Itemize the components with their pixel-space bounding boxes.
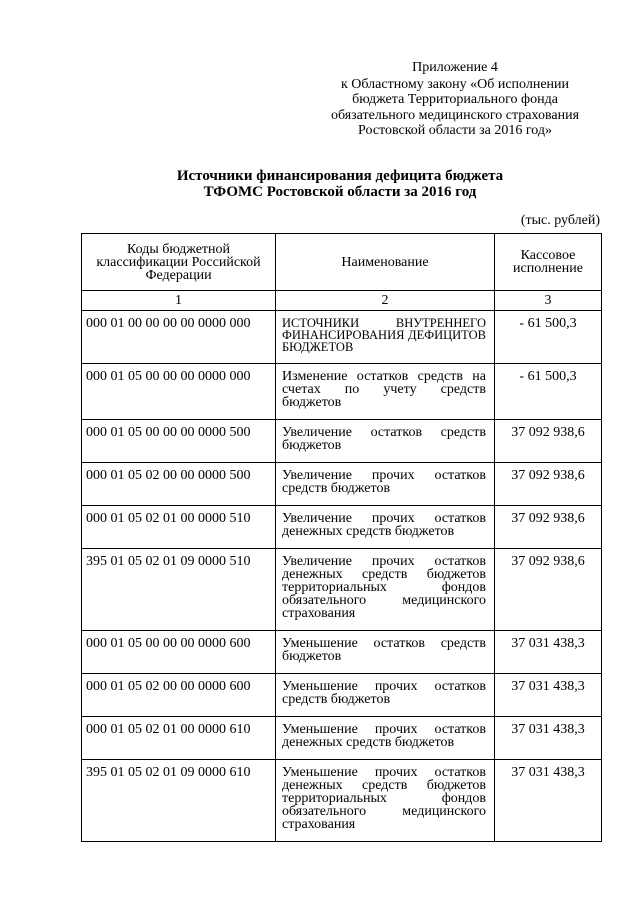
table-body bbox=[82, 311, 602, 842]
value-cell: - 61 500,3 bbox=[495, 364, 602, 420]
value-cell: 37 092 938,6 bbox=[495, 463, 602, 506]
appendix-line: Ростовской области за 2016 год» bbox=[358, 123, 552, 138]
table-row bbox=[82, 420, 602, 463]
code-cell: 000 01 05 02 00 00 0000 500 bbox=[82, 463, 276, 506]
units-label: (тыс. рублей) bbox=[520, 213, 600, 228]
table-row bbox=[82, 549, 602, 631]
name-cell: Изменение остатков средств на счетах по учету средств бюджетов bbox=[276, 364, 495, 420]
value-cell: 37 031 438,3 bbox=[495, 631, 602, 674]
header-code: Коды бюджетной классификации Российской Федерации bbox=[82, 234, 276, 291]
value-cell: - 61 500,3 bbox=[495, 311, 602, 364]
financing-sources-table bbox=[81, 233, 602, 842]
header-name: Наименование bbox=[276, 234, 495, 291]
name-cell: Уменьшение прочих остатков средств бюджетов bbox=[276, 674, 495, 717]
table-row bbox=[82, 463, 602, 506]
code-cell: 395 01 05 02 01 09 0000 510 bbox=[82, 549, 276, 631]
appendix-note bbox=[300, 60, 610, 139]
table-row bbox=[82, 311, 602, 364]
value-cell: 37 092 938,6 bbox=[495, 506, 602, 549]
table-row bbox=[82, 631, 602, 674]
code-cell: 000 01 05 02 01 00 0000 510 bbox=[82, 506, 276, 549]
name-cell: Увеличение прочих остатков денежных средств бюджетов bbox=[276, 506, 495, 549]
table-header-row bbox=[82, 234, 602, 291]
code-cell: 000 01 05 00 00 00 0000 600 bbox=[82, 631, 276, 674]
table-row bbox=[82, 674, 602, 717]
header-value: Кассовое исполнение bbox=[495, 234, 602, 291]
code-cell: 000 01 05 02 01 00 0000 610 bbox=[82, 717, 276, 760]
value-cell: 37 031 438,3 bbox=[495, 674, 602, 717]
column-number-row bbox=[82, 291, 602, 311]
document-title-line: ТФОМС Ростовской области за 2016 год bbox=[203, 184, 477, 200]
code-cell: 000 01 05 00 00 00 0000 500 bbox=[82, 420, 276, 463]
value-cell: 37 031 438,3 bbox=[495, 717, 602, 760]
name-cell: ИСТОЧНИКИ ВНУТРЕННЕГО ФИНАНСИРОВАНИЯ ДЕФИЦИТОВ БЮДЖЕТОВ bbox=[276, 311, 495, 364]
table-row bbox=[82, 364, 602, 420]
value-cell: 37 092 938,6 bbox=[495, 549, 602, 631]
name-cell: Уменьшение прочих остатков денежных средств бюджетов bbox=[276, 717, 495, 760]
column-number: 1 bbox=[82, 291, 276, 311]
appendix-title: Приложение 4 bbox=[412, 60, 498, 75]
name-cell: Увеличение прочих остатков денежных средств бюджетов территориальных фондов обязательного медицинского страхования bbox=[276, 549, 495, 631]
value-cell: 37 092 938,6 bbox=[495, 420, 602, 463]
name-cell: Увеличение остатков средств бюджетов bbox=[276, 420, 495, 463]
appendix-line: бюджета Территориального фонда bbox=[352, 92, 558, 107]
value-cell: 37 031 438,3 bbox=[495, 760, 602, 842]
name-cell: Увеличение прочих остатков средств бюджетов bbox=[276, 463, 495, 506]
table-row bbox=[82, 717, 602, 760]
column-number: 3 bbox=[495, 291, 602, 311]
table-row bbox=[82, 760, 602, 842]
code-cell: 000 01 05 00 00 00 0000 000 bbox=[82, 364, 276, 420]
document-title bbox=[0, 168, 640, 200]
appendix-line: к Областному закону «Об исполнении bbox=[340, 76, 570, 92]
name-cell: Уменьшение прочих остатков денежных средств бюджетов территориальных фондов обязательного медицинского страхования bbox=[276, 760, 495, 842]
code-cell: 395 01 05 02 01 09 0000 610 bbox=[82, 760, 276, 842]
code-cell: 000 01 00 00 00 00 0000 000 bbox=[82, 311, 276, 364]
table-row bbox=[82, 506, 602, 549]
name-cell: Уменьшение остатков средств бюджетов bbox=[276, 631, 495, 674]
appendix-line: обязательного медицинского страхования bbox=[330, 107, 580, 123]
code-cell: 000 01 05 02 00 00 0000 600 bbox=[82, 674, 276, 717]
column-number: 2 bbox=[276, 291, 495, 311]
document-title-line: Источники финансирования дефицита бюджета bbox=[176, 168, 504, 184]
